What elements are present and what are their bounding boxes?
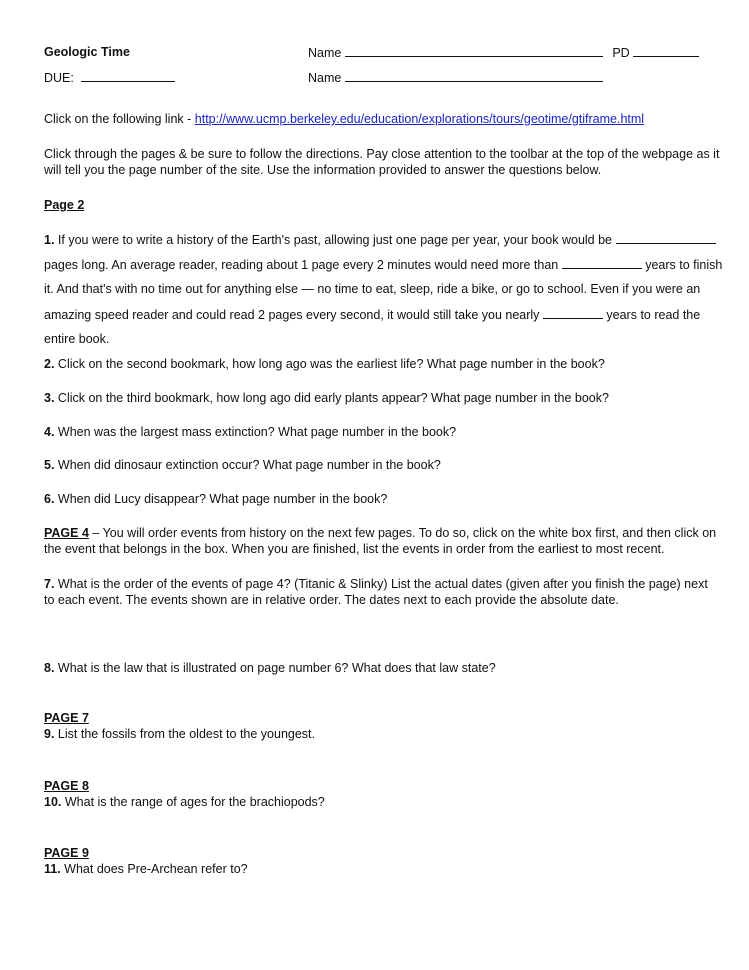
- q8-number: 8.: [44, 661, 55, 675]
- q1-text: pages long. An average reader, reading about 1 page every 2 minutes would need more than: [44, 258, 559, 272]
- q1-text: amazing speed reader and could read 2 pages every second, it would still take you nearly: [44, 308, 540, 322]
- instructions-line-2: will tell you the page number of the site. Use the information provided to answer the questions below.: [44, 163, 602, 177]
- question-4: [44, 425, 456, 439]
- q1-line-1: [44, 232, 716, 247]
- q11-text: What does Pre-Archean refer to?: [64, 862, 248, 876]
- q3-number: 3.: [44, 391, 55, 405]
- page8-heading: PAGE 8: [44, 779, 89, 793]
- q1-line-2: [44, 257, 722, 272]
- q1-blank-years-read[interactable]: [543, 307, 603, 319]
- q5-number: 5.: [44, 458, 55, 472]
- q9-number: 9.: [44, 727, 55, 741]
- q4-number: 4.: [44, 425, 55, 439]
- q6-number: 6.: [44, 492, 55, 506]
- q2-number: 2.: [44, 357, 55, 371]
- question-3: [44, 391, 609, 405]
- name-label: Name: [308, 46, 342, 60]
- question-2: [44, 357, 605, 371]
- question-8: [44, 661, 496, 675]
- page2-heading: Page 2: [44, 198, 85, 212]
- page7-heading: PAGE 7: [44, 711, 89, 725]
- link-line: [44, 112, 644, 126]
- q7-number: 7.: [44, 577, 55, 591]
- question-7-line-2: to each event. The events shown are in relative order. The dates next to each provide the absolute date.: [44, 593, 619, 607]
- q2-text: Click on the second bookmark, how long ago was the earliest life? What page number in the book?: [57, 357, 605, 371]
- q1-text: If you were to write a history of the Earth's past, allowing just one page per year, your book would be: [57, 233, 613, 247]
- q11-number: 11.: [44, 862, 61, 876]
- q1-blank-years-finish[interactable]: [562, 257, 642, 269]
- name-line-2: [308, 70, 603, 85]
- question-11: [44, 862, 248, 876]
- q3-text: Click on the third bookmark, how long ago did early plants appear? What page number in the book?: [57, 391, 609, 405]
- q5-text: When did dinosaur extinction occur? What page number in the book?: [57, 458, 441, 472]
- q9-text: List the fossils from the oldest to the youngest.: [57, 727, 316, 741]
- link-prefix: Click on the following link -: [44, 112, 195, 126]
- name-blank-2[interactable]: [345, 70, 603, 82]
- q1-line-4: [44, 307, 700, 322]
- worksheet-title: Geologic Time: [44, 45, 130, 59]
- pd-blank[interactable]: [633, 45, 699, 57]
- q1-line-3: it. And that's with no time out for anything else — no time to eat, sleep, ride a bike, or go to school. Even if you were an: [44, 282, 701, 296]
- q6-text: When did Lucy disappear? What page number in the book?: [57, 492, 388, 506]
- q1-blank-pages[interactable]: [616, 232, 716, 244]
- q1-text: years to finish: [645, 258, 723, 272]
- due-label: DUE:: [44, 71, 74, 85]
- q1-number: 1.: [44, 233, 55, 247]
- page9-heading: PAGE 9: [44, 846, 89, 860]
- page4-intro-line-2: the event that belongs in the box. When you are finished, list the events in order from the earliest to most recent.: [44, 542, 665, 556]
- name-blank-1[interactable]: [345, 45, 603, 57]
- question-7-line-1: [44, 577, 708, 591]
- name-label: Name: [308, 71, 342, 85]
- page4-heading: PAGE 4: [44, 526, 89, 540]
- due-blank[interactable]: [81, 70, 175, 82]
- q1-text: years to read the: [606, 308, 701, 322]
- page4-intro-line-1: [44, 526, 716, 540]
- question-9: [44, 727, 315, 741]
- q10-text: What is the range of ages for the brachiopods?: [64, 795, 325, 809]
- q4-text: When was the largest mass extinction? What page number in the book?: [57, 425, 457, 439]
- q7-text: What is the order of the events of page 4? (Titanic & Slinky) List the actual dates (given after you finish the page) next: [57, 577, 708, 591]
- q1-line-5: entire book.: [44, 332, 110, 346]
- question-10: [44, 795, 325, 809]
- name-line-1: [308, 45, 699, 60]
- page4-intro-text: – You will order events from history on the next few pages. To do so, click on the white box first, and then click on: [88, 526, 717, 540]
- geotime-link[interactable]: http://www.ucmp.berkeley.edu/education/explorations/tours/geotime/gtiframe.html: [194, 112, 645, 126]
- question-6: [44, 492, 387, 506]
- question-5: [44, 458, 441, 472]
- q8-text: What is the law that is illustrated on page number 6? What does that law state?: [57, 661, 496, 675]
- pd-label: PD: [612, 46, 630, 60]
- q10-number: 10.: [44, 795, 62, 809]
- instructions-line-1: Click through the pages & be sure to follow the directions. Pay close attention to the toolbar at the top of the webpage as it: [44, 147, 720, 161]
- due-line: [44, 70, 175, 85]
